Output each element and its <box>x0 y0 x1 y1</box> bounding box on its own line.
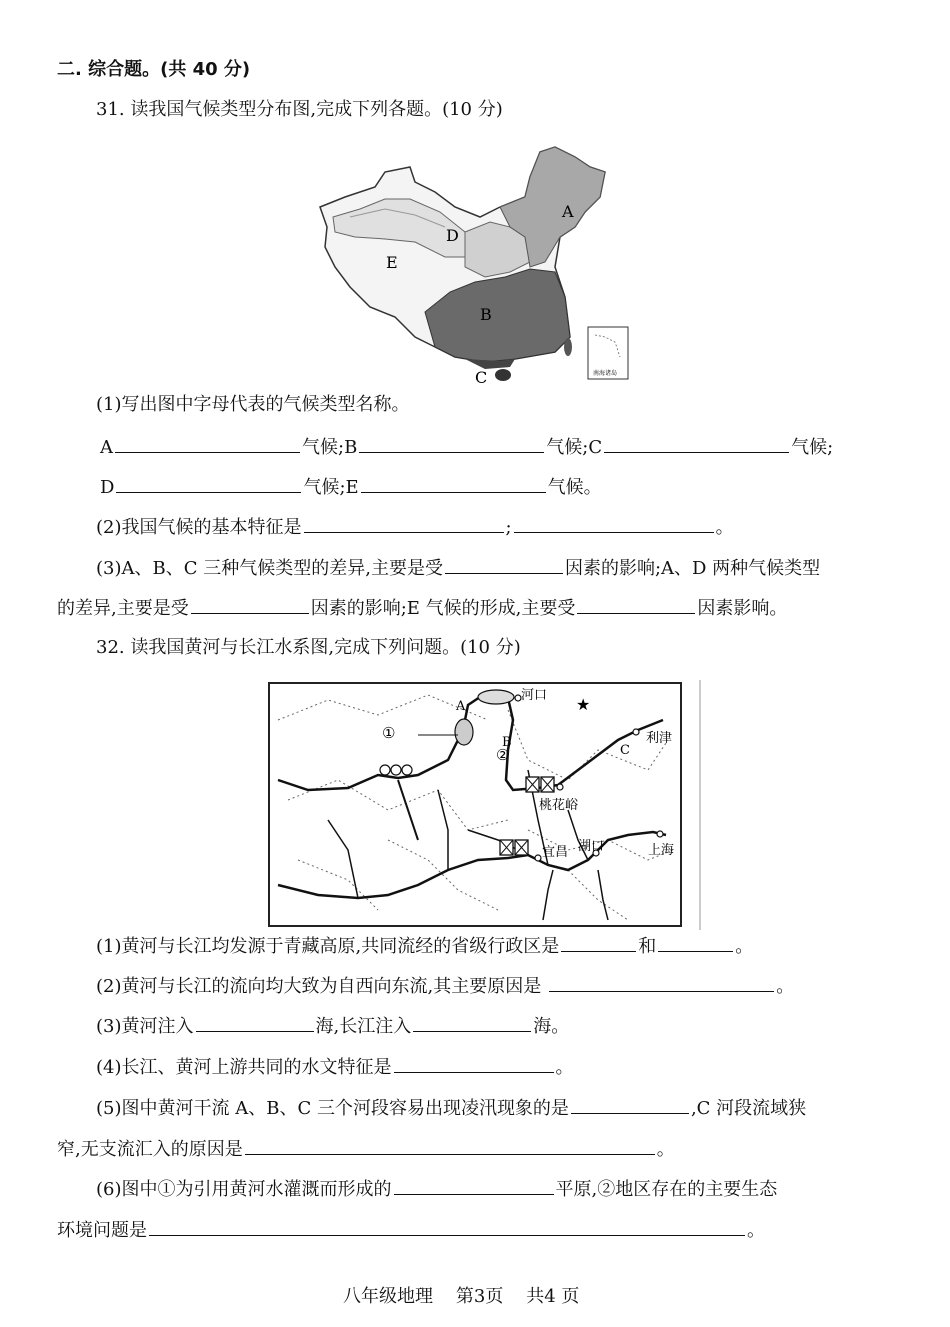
blank-feature-1[interactable] <box>304 514 504 533</box>
blank-no-tributary-reason[interactable] <box>245 1136 655 1155</box>
q32-stem: 32. 读我国黄河与长江水系图,完成下列问题。(10 分) <box>96 637 521 658</box>
q32-part5-text: (5)图中黄河干流 A、B、C 三个河段容易出现凌汛现象的是 <box>96 1098 569 1119</box>
q31-part2-text: (2)我国气候的基本特征是 <box>96 517 302 538</box>
capital-star-icon: ★ <box>576 695 591 714</box>
q31-part3-text: 的差异,主要是受 <box>57 598 189 619</box>
river-map <box>268 680 702 930</box>
climate-map <box>315 137 651 395</box>
label-section-a: A <box>456 699 466 714</box>
q32-part6-text: 平原,②地区存在的主要生态 <box>555 1179 778 1200</box>
label-c: ;C <box>582 437 603 458</box>
section-title: 二. 综合题。(共 40 分) <box>57 59 251 80</box>
punct: 。 <box>715 517 734 538</box>
label-a: A <box>100 437 113 458</box>
q31-part3-line1 <box>96 555 820 581</box>
label-section-c: C <box>620 743 630 758</box>
climate-word: 气候 <box>303 477 340 498</box>
q32-part2-text: (2)黄河与长江的流向均大致为自西向东流,其主要原因是 <box>96 976 542 997</box>
label-section-b: B <box>502 735 512 750</box>
q32-part3-text: 海,长江注入 <box>315 1016 412 1037</box>
q32-part5-text: 窄,无支流汇入的原因是 <box>57 1139 243 1160</box>
q32-part5-text: ,C 河段流域狭 <box>690 1098 807 1119</box>
blank-c[interactable] <box>604 434 789 453</box>
q32-part3-text: (3)黄河注入 <box>96 1016 194 1037</box>
punct: 。 <box>747 1220 765 1241</box>
blank-d[interactable] <box>116 474 301 493</box>
map-label-c: C <box>475 368 488 387</box>
q32-part5-line1 <box>96 1095 806 1121</box>
q32-part4 <box>96 1054 574 1080</box>
climate-word: 气候 <box>791 437 828 458</box>
blank-ice-flood[interactable] <box>571 1095 689 1114</box>
label-hukou: 湖口 <box>578 839 605 854</box>
blank-a[interactable] <box>115 434 300 453</box>
q32-part1-text: 和 <box>638 936 657 957</box>
page-footer: 八年级地理 第3页 共4 页 <box>343 1286 580 1307</box>
inset-label: 南海诸岛 <box>593 370 618 377</box>
q31-part3-text: (3)A、B、C 三种气候类型的差异,主要是受 <box>96 558 443 579</box>
q31-part3-text: 因素的影响;E 气候的形成,主要受 <box>310 598 576 619</box>
q32-part1 <box>96 933 753 959</box>
map-label-a: A <box>562 202 574 221</box>
blank-province-1[interactable] <box>561 933 636 952</box>
label-circle-1: ① <box>382 724 396 742</box>
blank-hydrology[interactable] <box>394 1054 554 1073</box>
q31-part2 <box>96 514 734 540</box>
punct: ; <box>505 517 512 538</box>
punct: 。 <box>555 1057 574 1078</box>
blank-province-2[interactable] <box>658 933 733 952</box>
label-circle-2: ② <box>496 746 510 764</box>
q31-part1-row2 <box>100 474 602 500</box>
label-b: ;B <box>338 437 358 458</box>
label-taohuayu: 桃花峪 <box>539 798 579 813</box>
climate-word: 气候 <box>546 437 583 458</box>
climate-word: 气候 <box>547 477 584 498</box>
q32-part3 <box>96 1013 569 1039</box>
punct: 。 <box>583 477 602 498</box>
q32-part6-text: (6)图中①为引用黄河水灌溉而形成的 <box>96 1179 392 1200</box>
label-d: D <box>100 477 115 498</box>
q32-part2 <box>96 973 794 999</box>
blank-b[interactable] <box>359 434 544 453</box>
q31-stem: 31. 读我国气候类型分布图,完成下列各题。(10 分) <box>96 99 503 120</box>
label-shanghai: 上海 <box>648 843 675 858</box>
map-label-b: B <box>480 305 492 324</box>
q32-part6-line2 <box>57 1217 765 1243</box>
q32-part5-line2 <box>57 1136 675 1162</box>
punct: ; <box>827 437 834 458</box>
q32-part1-text: (1)黄河与长江均发源于青藏高原,共同流经的省级行政区是 <box>96 936 560 957</box>
q32-part6-text: 环境问题是 <box>57 1220 147 1241</box>
blank-plain[interactable] <box>394 1176 554 1195</box>
label-yichang: 宜昌 <box>542 845 569 860</box>
q32-part3-text: 海。 <box>533 1016 570 1037</box>
punct: 。 <box>776 976 795 997</box>
q31-part1: (1)写出图中字母代表的气候类型名称。 <box>96 394 410 415</box>
blank-reason[interactable] <box>549 973 774 992</box>
blank-sea-2[interactable] <box>413 1013 531 1032</box>
q31-part3-text: 因素影响。 <box>697 598 788 619</box>
map-label-d: D <box>446 226 459 245</box>
climate-word: 气候 <box>302 437 338 458</box>
label-lijin: 利津 <box>646 731 673 746</box>
label-hekou: 河口 <box>521 688 548 703</box>
q31-part3-text: 因素的影响;A、D 两种气候类型 <box>564 558 821 579</box>
blank-feature-2[interactable] <box>514 514 714 533</box>
q31-part1-row1 <box>100 434 833 460</box>
blank-sea-1[interactable] <box>196 1013 314 1032</box>
blank-factor-abc[interactable] <box>445 555 563 574</box>
blank-eco-problem[interactable] <box>149 1217 745 1236</box>
q32-part4-text: (4)长江、黄河上游共同的水文特征是 <box>96 1057 392 1078</box>
blank-factor-e[interactable] <box>577 595 695 614</box>
q32-part6-line1 <box>96 1176 777 1202</box>
label-e: ;E <box>339 477 359 498</box>
blank-e[interactable] <box>361 474 546 493</box>
blank-factor-ad[interactable] <box>191 595 309 614</box>
map-label-e: E <box>386 253 398 272</box>
punct: 。 <box>656 1139 675 1160</box>
punct: 。 <box>735 936 754 957</box>
q31-part3-line2 <box>57 595 787 621</box>
